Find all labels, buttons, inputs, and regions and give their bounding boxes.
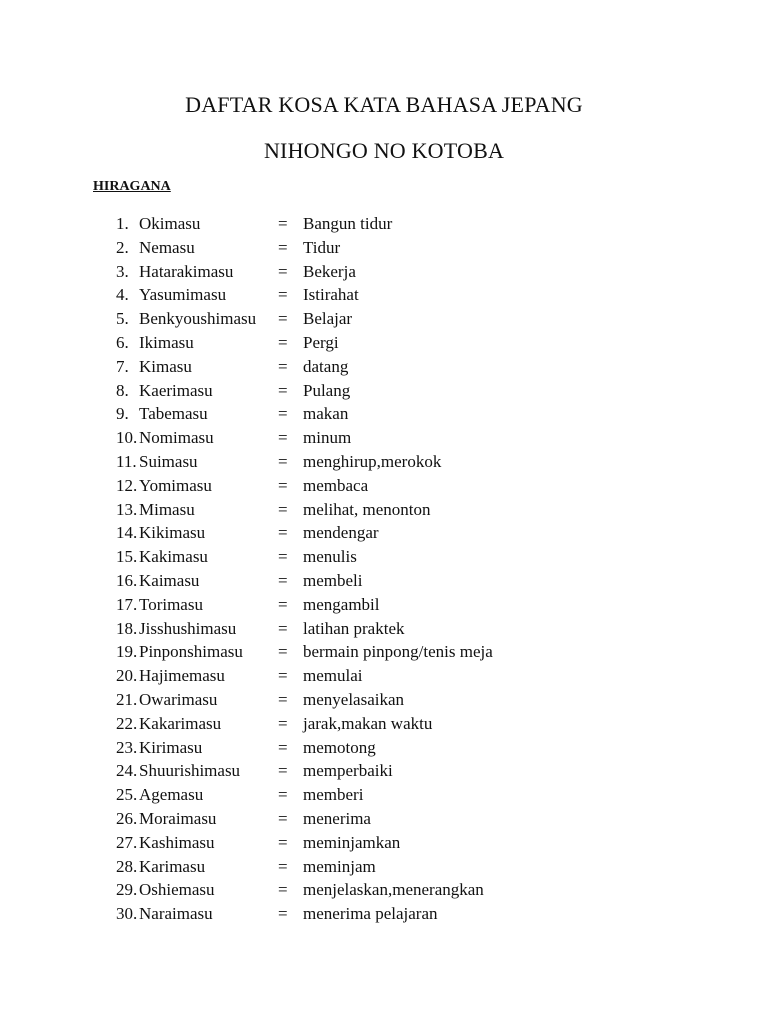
equals-sign: = [278, 904, 288, 924]
japanese-word: Yasumimasu [139, 285, 227, 305]
equals-sign: = [278, 594, 288, 614]
equals-sign: = [278, 380, 288, 400]
equals-sign: = [278, 785, 288, 805]
equals-sign: = [278, 642, 288, 662]
indonesian-meaning: memulai [303, 666, 363, 686]
entry-number: 26. [116, 808, 138, 828]
entry-number: 24. [116, 761, 138, 781]
list-item [0, 617, 768, 641]
japanese-word: Moraimasu [139, 808, 217, 828]
list-item [0, 688, 768, 712]
japanese-word: Nemasu [139, 237, 195, 257]
japanese-word: Okimasu [139, 214, 201, 233]
indonesian-meaning: mengambil [303, 594, 380, 614]
japanese-word: Hatarakimasu [139, 261, 234, 281]
list-item [0, 521, 768, 545]
equals-sign: = [278, 332, 288, 352]
japanese-word: Karimasu [139, 856, 206, 876]
indonesian-meaning: melihat, menonton [303, 499, 431, 519]
japanese-word: Nomimasu [139, 428, 214, 448]
entry-number: 11. [116, 451, 137, 471]
entry-number: 15. [116, 547, 138, 567]
equals-sign: = [278, 475, 288, 495]
indonesian-meaning: menjelaskan,menerangkan [303, 880, 484, 900]
document-title: DAFTAR KOSA KATA BAHASA JEPANG [185, 92, 583, 117]
list-item [0, 355, 768, 379]
japanese-word: Owarimasu [139, 689, 218, 709]
list-item [0, 759, 768, 783]
entry-number: 10. [116, 428, 138, 448]
japanese-word: Kaimasu [139, 570, 200, 590]
entry-number: 12. [116, 475, 138, 495]
equals-sign: = [278, 356, 288, 376]
entry-number: 3. [116, 261, 129, 281]
indonesian-meaning: jarak,makan waktu [303, 713, 433, 733]
list-item [0, 450, 768, 474]
list-item [0, 402, 768, 426]
equals-sign: = [278, 499, 288, 519]
entry-number: 21. [116, 689, 138, 709]
indonesian-meaning: menyelasaikan [303, 689, 405, 709]
indonesian-meaning: menulis [303, 547, 357, 567]
entry-number: 20. [116, 666, 138, 686]
japanese-word: Kikimasu [139, 523, 206, 543]
entry-number: 17. [116, 594, 138, 614]
document-subtitle: NIHONGO NO KOTOBA [263, 138, 505, 163]
entry-number: 25. [116, 785, 138, 805]
equals-sign: = [278, 761, 288, 781]
equals-sign: = [278, 689, 288, 709]
equals-sign: = [278, 404, 288, 424]
japanese-word: Jisshushimasu [139, 618, 237, 638]
japanese-word: Ikimasu [139, 332, 194, 352]
list-item [0, 569, 768, 593]
entry-number: 29. [116, 880, 138, 900]
entry-number: 23. [116, 737, 138, 757]
entry-number: 28. [116, 856, 138, 876]
indonesian-meaning: menerima [303, 808, 371, 828]
entry-number: 19. [116, 642, 138, 662]
list-item [0, 260, 768, 284]
indonesian-meaning: memperbaiki [303, 761, 393, 781]
equals-sign: = [278, 832, 288, 852]
list-item [0, 783, 768, 807]
list-item [0, 664, 768, 688]
equals-sign: = [278, 523, 288, 543]
entry-number: 1. [116, 214, 129, 233]
japanese-word: Torimasu [139, 594, 203, 614]
equals-sign: = [278, 618, 288, 638]
japanese-word: Mimasu [139, 499, 195, 519]
list-item [0, 474, 768, 498]
indonesian-meaning: Pulang [303, 380, 351, 400]
japanese-word: Benkyoushimasu [139, 309, 257, 329]
equals-sign: = [278, 737, 288, 757]
japanese-word: Kirimasu [139, 737, 203, 757]
entry-number: 8. [116, 380, 129, 400]
equals-sign: = [278, 261, 288, 281]
list-item [0, 593, 768, 617]
equals-sign: = [278, 285, 288, 305]
list-item [0, 307, 768, 331]
entry-number: 14. [116, 523, 138, 543]
equals-sign: = [278, 214, 288, 233]
japanese-word: Oshiemasu [139, 880, 215, 900]
japanese-word: Tabemasu [139, 404, 208, 424]
indonesian-meaning: memotong [303, 737, 376, 757]
entry-number: 27. [116, 832, 138, 852]
japanese-word: Agemasu [139, 785, 204, 805]
japanese-word: Naraimasu [139, 904, 213, 924]
list-item [0, 212, 768, 236]
indonesian-meaning: Bekerja [303, 261, 356, 281]
indonesian-meaning: menghirup,merokok [303, 451, 442, 471]
entry-number: 2. [116, 237, 129, 257]
indonesian-meaning: Istirahat [303, 285, 359, 305]
list-item [0, 855, 768, 879]
section-heading-hiragana: HIRAGANA [93, 179, 171, 194]
indonesian-meaning: latihan praktek [303, 618, 405, 638]
indonesian-meaning: datang [303, 356, 349, 376]
japanese-word: Shuurishimasu [139, 761, 241, 781]
entry-number: 9. [116, 404, 129, 424]
entry-number: 30. [116, 904, 138, 924]
entry-number: 16. [116, 570, 138, 590]
indonesian-meaning: makan [303, 404, 349, 424]
indonesian-meaning: Bangun tidur [303, 214, 393, 233]
equals-sign: = [278, 309, 288, 329]
indonesian-meaning: meminjamkan [303, 832, 401, 852]
japanese-word: Kaerimasu [139, 380, 213, 400]
indonesian-meaning: membeli [303, 570, 363, 590]
list-item [0, 426, 768, 450]
list-item [0, 379, 768, 403]
equals-sign: = [278, 547, 288, 567]
indonesian-meaning: membaca [303, 475, 369, 495]
japanese-word: Kashimasu [139, 832, 215, 852]
japanese-word: Kimasu [139, 356, 192, 376]
japanese-word: Kakimasu [139, 547, 208, 567]
equals-sign: = [278, 237, 288, 257]
list-item [0, 498, 768, 522]
indonesian-meaning: bermain pinpong/tenis meja [303, 642, 493, 662]
japanese-word: Pinponshimasu [139, 642, 243, 662]
list-item [0, 807, 768, 831]
equals-sign: = [278, 570, 288, 590]
entry-number: 5. [116, 309, 129, 329]
japanese-word: Hajimemasu [139, 666, 225, 686]
indonesian-meaning: minum [303, 428, 352, 448]
list-item [0, 831, 768, 855]
equals-sign: = [278, 666, 288, 686]
list-item [0, 283, 768, 307]
indonesian-meaning: mendengar [303, 523, 379, 543]
vocabulary-list [0, 212, 768, 926]
equals-sign: = [278, 428, 288, 448]
indonesian-meaning: memberi [303, 785, 364, 805]
equals-sign: = [278, 808, 288, 828]
indonesian-meaning: Belajar [303, 309, 353, 329]
list-item [0, 712, 768, 736]
indonesian-meaning: menerima pelajaran [303, 904, 438, 924]
equals-sign: = [278, 451, 288, 471]
list-item [0, 331, 768, 355]
equals-sign: = [278, 856, 288, 876]
indonesian-meaning: Tidur [303, 237, 341, 257]
indonesian-meaning: meminjam [303, 856, 376, 876]
list-item [0, 236, 768, 260]
entry-number: 4. [116, 285, 129, 305]
japanese-word: Yomimasu [139, 475, 212, 495]
entry-number: 22. [116, 713, 138, 733]
japanese-word: Kakarimasu [139, 713, 222, 733]
list-item [0, 545, 768, 569]
list-item [0, 902, 768, 926]
entry-number: 18. [116, 618, 138, 638]
list-item [0, 640, 768, 664]
list-item [0, 736, 768, 760]
list-item [0, 878, 768, 902]
equals-sign: = [278, 880, 288, 900]
indonesian-meaning: Pergi [303, 332, 339, 352]
entry-number: 7. [116, 356, 129, 376]
entry-number: 13. [116, 499, 138, 519]
entry-number: 6. [116, 332, 129, 352]
japanese-word: Suimasu [139, 451, 198, 471]
equals-sign: = [278, 713, 288, 733]
